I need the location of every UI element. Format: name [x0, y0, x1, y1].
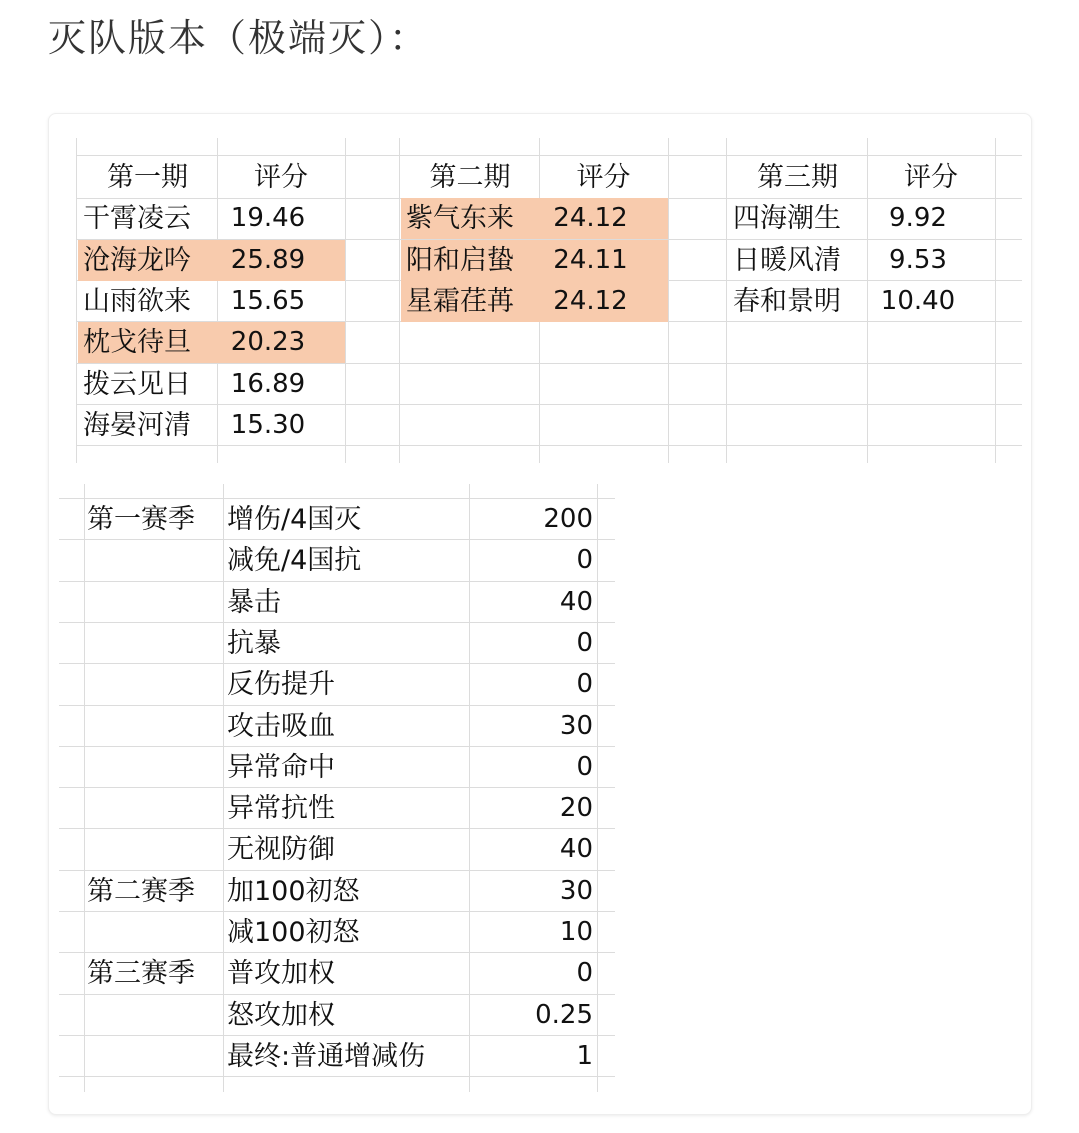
attribute-value: 0: [576, 752, 593, 782]
period-header-score: 评分: [254, 162, 308, 193]
season-label: [87, 747, 223, 788]
attribute-value: 1: [576, 1041, 593, 1071]
attribute-value: 40: [559, 834, 593, 864]
period-row-name: 干霄凌云: [83, 203, 191, 235]
period-row-name: 山雨欲来: [83, 285, 191, 317]
season-label: [87, 829, 223, 870]
attribute-value: 0: [576, 545, 593, 575]
season-label: [87, 995, 223, 1036]
period-header-name: 第三期: [757, 162, 838, 193]
attribute-name: 无视防御: [227, 834, 335, 865]
attribute-name: 增伤/4国灭: [227, 504, 362, 535]
period-row-score: 15.30: [230, 409, 306, 440]
spreadsheet-image: [48, 113, 1032, 1115]
period-row-score: 15.65: [230, 285, 306, 316]
attribute-value: 30: [559, 876, 593, 906]
attribute-name: 暴击: [227, 587, 281, 618]
period-row-name: 枕戈待旦: [78, 322, 217, 363]
season-label: [87, 582, 223, 623]
period-row-score: 19.46: [230, 203, 306, 234]
attribute-name: 攻击吸血: [227, 711, 335, 742]
attribute-value: 200: [543, 504, 593, 534]
attribute-name: 普攻加权: [227, 958, 335, 989]
season-label: 第一赛季: [87, 504, 195, 535]
season-label: [87, 623, 223, 664]
attribute-value: 0: [576, 628, 593, 658]
grid-line-v: [76, 138, 77, 463]
period-row-score: 24.12: [539, 281, 668, 322]
attribute-name: 异常抗性: [227, 793, 335, 824]
grid-line-v: [995, 138, 996, 463]
season-label: [87, 540, 223, 581]
period-row-name: 拨云见日: [83, 368, 191, 400]
season-label: [87, 1036, 223, 1077]
grid-line-v: [399, 138, 400, 463]
attribute-name: 怒攻加权: [227, 1000, 335, 1031]
period-row-name: 紫气东来: [401, 198, 539, 239]
grid-line-v: [668, 138, 669, 463]
attribute-value: 20: [559, 793, 593, 823]
period-header-score: 评分: [904, 162, 958, 193]
attribute-value: 30: [559, 711, 593, 741]
period-header-name: 第二期: [429, 162, 511, 193]
page-title: 灭队版本（极端灭）：: [48, 16, 430, 60]
grid-line-v: [597, 484, 598, 1092]
attribute-value: 10: [559, 917, 593, 947]
grid-line-v: [84, 484, 85, 1092]
grid-line-v: [726, 138, 727, 463]
attribute-name: 最终:普通增减伤: [227, 1041, 426, 1072]
attribute-value: 40: [559, 587, 593, 617]
period-row-score: 16.89: [230, 368, 306, 399]
attribute-value: 0: [576, 669, 593, 699]
season-label: [87, 664, 223, 705]
attribute-name: 抗暴: [227, 628, 281, 659]
grid-line-v: [345, 138, 346, 463]
grid-line-v: [223, 484, 224, 1092]
period-row-name: 四海潮生: [733, 203, 841, 235]
period-row-score: 20.23: [217, 322, 345, 363]
season-label: [87, 912, 223, 953]
period-row-score: 24.11: [539, 240, 668, 281]
period-header-score: 评分: [576, 162, 631, 193]
period-header-name: 第一期: [107, 162, 188, 193]
attribute-value: 0: [576, 958, 593, 988]
period-row-name: 阳和启蛰: [401, 240, 539, 281]
period-row-name: 星霜荏苒: [401, 281, 539, 322]
season-label: [87, 788, 223, 829]
period-row-score: 25.89: [217, 240, 345, 281]
attribute-name: 减免/4国抗: [227, 545, 362, 576]
period-row-name: 春和景明: [733, 285, 841, 317]
attribute-name: 反伤提升: [227, 669, 335, 700]
season-label: 第三赛季: [87, 958, 195, 989]
attribute-name: 异常命中: [227, 752, 335, 783]
period-row-name: 沧海龙吟: [78, 240, 217, 281]
period-row-score: 10.40: [880, 285, 956, 316]
season-label: 第二赛季: [87, 876, 195, 907]
attribute-value: 0.25: [535, 1000, 593, 1030]
period-row-score: 24.12: [539, 198, 668, 239]
period-row-score: 9.92: [889, 203, 947, 234]
period-row-name: 海晏河清: [83, 409, 191, 441]
season-label: [87, 706, 223, 747]
attribute-name: 减100初怒: [227, 917, 360, 948]
attribute-name: 加100初怒: [227, 876, 360, 907]
period-row-score: 9.53: [889, 244, 947, 275]
period-row-name: 日暖风清: [733, 244, 841, 276]
